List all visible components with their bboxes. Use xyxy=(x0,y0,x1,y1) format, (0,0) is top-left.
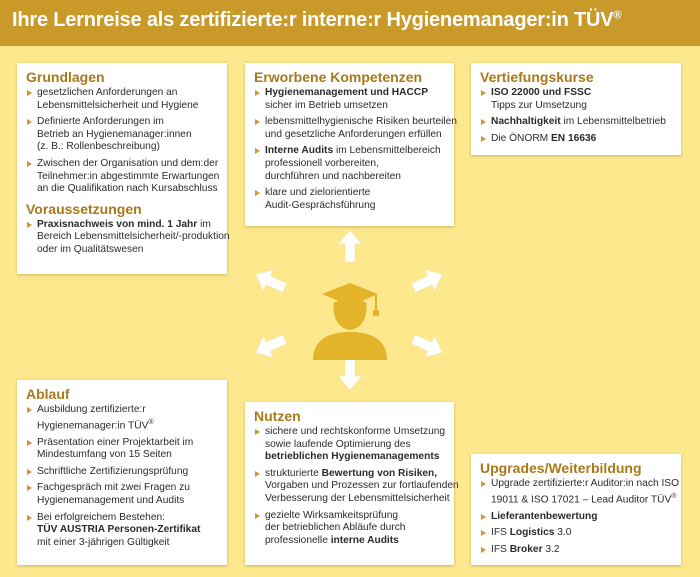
list-item xyxy=(26,482,219,507)
item-line xyxy=(37,524,219,537)
list-grundlagen xyxy=(26,87,219,196)
item-line xyxy=(491,511,673,524)
page-title: Ihre Lernreise als zertifizierte:r interne:r Hygienemanager:in TÜV® xyxy=(12,9,622,31)
bold-text: Interne Audits xyxy=(265,145,334,157)
item-text: 3.2 xyxy=(542,543,560,555)
item-line xyxy=(265,426,446,439)
item-text: sichere und rechtskonforme Umsetzung xyxy=(265,426,446,437)
item-text: Definierte Anforderungen im xyxy=(37,116,164,128)
list-item xyxy=(254,116,457,141)
arrow-icon xyxy=(251,328,290,363)
item-line xyxy=(37,495,219,508)
item-line xyxy=(37,141,219,154)
bold-text: interne Audits xyxy=(330,534,399,546)
list-ablauf xyxy=(26,404,219,549)
item-line xyxy=(37,158,219,171)
bold-text: Nachhaltigkeit xyxy=(491,116,561,128)
list-item xyxy=(26,87,219,112)
item-line xyxy=(491,491,677,507)
list-item xyxy=(254,87,446,112)
item-line xyxy=(37,466,219,479)
bold-text: Logistics xyxy=(509,527,555,539)
list-item xyxy=(26,466,219,479)
item-text: Lebensmittelsicherheit und Hygiene xyxy=(37,99,199,111)
box-ablauf xyxy=(17,380,227,565)
item-line xyxy=(265,200,446,213)
item-text: im xyxy=(197,218,211,230)
heading-vertiefung: Vertiefungskurse xyxy=(480,69,594,85)
item-text: Hygienemanager:in TÜV xyxy=(37,419,149,431)
item-text: Teilnehmer:in abgestimmte Erwartungen xyxy=(37,170,220,182)
registered-mark: ® xyxy=(613,9,622,22)
item-text: IFS xyxy=(491,543,510,555)
item-text: 3.0 xyxy=(554,527,572,539)
item-line xyxy=(491,544,673,557)
item-line xyxy=(37,244,219,257)
item-text: Tipps zur Umsetzung xyxy=(491,99,587,111)
item-line xyxy=(265,171,446,184)
list-item xyxy=(26,158,219,196)
list-item xyxy=(480,87,673,112)
header-bar xyxy=(0,0,700,46)
graduate-icon xyxy=(313,283,387,360)
item-line xyxy=(265,535,446,548)
item-line xyxy=(37,437,219,450)
item-line xyxy=(37,482,219,495)
item-line xyxy=(265,468,446,481)
list-item xyxy=(26,512,219,550)
registered-mark: ® xyxy=(148,418,154,426)
item-text: Bereich Lebensmittelsicherheit/-produktion xyxy=(37,231,230,243)
item-line xyxy=(265,187,446,200)
item-text: Schriftliche Zertifizierungsprüfung xyxy=(37,465,189,477)
item-text: Zwischen der Organisation und dem:der xyxy=(37,157,219,169)
bold-text: Broker xyxy=(509,543,543,555)
item-line xyxy=(37,512,219,525)
heading-upgrades: Upgrades/Weiterbildung xyxy=(480,460,642,476)
item-text: Mindestumfang von 15 Seiten xyxy=(37,449,172,461)
item-text: (z. B.: Rollenbeschreibung) xyxy=(37,141,160,153)
list-item xyxy=(254,510,446,548)
bold-text: TÜV AUSTRIA Personen-Zertifikat xyxy=(37,524,201,536)
list-item xyxy=(254,145,446,183)
item-text: sicher im Betrieb umsetzen xyxy=(265,99,388,111)
item-line xyxy=(37,404,219,417)
item-line xyxy=(491,87,673,100)
item-line xyxy=(37,449,219,462)
item-text: oder im Qualitätswesen xyxy=(37,243,144,255)
item-text: mit einer 3-jährigen Gültigkeit xyxy=(37,536,170,548)
item-text: gesetzlichen Anforderungen an xyxy=(37,87,178,98)
item-text: Präsentation einer Projektarbeit im xyxy=(37,436,194,448)
item-line xyxy=(37,219,219,232)
list-item xyxy=(480,527,673,540)
bold-text: EN 16636 xyxy=(551,132,597,144)
item-text: gezielte Wirksamkeitsprüfung xyxy=(265,509,399,521)
heading-voraussetzungen: Voraussetzungen xyxy=(26,200,142,217)
list-voraussetzungen xyxy=(26,218,230,257)
list-item xyxy=(26,218,230,257)
list-item xyxy=(254,467,459,506)
heading-kompetenzen: Erworbene Kompetenzen xyxy=(254,69,423,85)
box-nutzen xyxy=(245,402,459,565)
item-text: Vorgaben und Prozessen zur fortlaufenden xyxy=(265,480,459,492)
item-line xyxy=(37,171,219,184)
item-line xyxy=(491,100,673,113)
item-text: und gesetzliche Anforderungen erfüllen xyxy=(265,128,442,140)
bold-text: Lieferantenbewertung xyxy=(491,510,598,522)
item-text: professionelle xyxy=(265,534,331,546)
item-text: Betrieb an Hygienemanager:innen xyxy=(37,128,192,140)
item-line xyxy=(265,439,446,452)
arrow-icon xyxy=(338,358,362,390)
item-line xyxy=(265,480,459,493)
item-line xyxy=(265,158,446,171)
item-text: Verbesserung der Lebensmittelsicherheit xyxy=(265,492,450,504)
item-line xyxy=(265,145,446,158)
item-line xyxy=(37,183,219,196)
item-line xyxy=(37,417,219,433)
list-kompetenzen xyxy=(254,87,457,212)
list-item xyxy=(480,133,673,146)
item-text: sowie laufende Optimierung des xyxy=(265,438,411,450)
item-text: im Lebensmittelbetrieb xyxy=(560,116,666,128)
item-text: strukturierte xyxy=(265,467,322,479)
bold-text: Bewertung von Risiken, xyxy=(321,467,438,479)
item-line xyxy=(265,129,446,142)
item-line xyxy=(265,522,446,535)
list-item xyxy=(254,187,446,212)
item-line xyxy=(265,510,446,523)
item-text: IFS xyxy=(491,527,510,539)
bold-text: betrieblichen Hygienemanagements xyxy=(265,451,440,463)
heading-nutzen: Nutzen xyxy=(254,408,301,424)
item-text: lebensmittelhygienische Risiken beurteilen xyxy=(265,116,457,128)
item-line xyxy=(37,87,219,100)
item-text: professionell vorbereiten, xyxy=(265,157,379,169)
box-kompetenzen xyxy=(245,63,457,226)
item-line xyxy=(265,451,446,464)
item-line xyxy=(491,116,673,129)
list-item xyxy=(26,404,219,433)
item-line xyxy=(265,492,450,506)
item-text: 19011 & ISO 17021 – Lead Auditor TÜV xyxy=(491,493,672,505)
item-text: der betrieblichen Abläufe durch xyxy=(265,522,406,534)
list-item xyxy=(26,116,219,154)
list-item xyxy=(480,478,679,507)
list-item xyxy=(480,544,673,557)
box-grundlagen xyxy=(17,63,230,274)
item-text: Bei erfolgreichem Bestehen: xyxy=(37,511,165,523)
item-line xyxy=(37,537,219,550)
item-text: Audit-Gesprächsführung xyxy=(265,199,376,211)
box-upgrades xyxy=(471,454,681,565)
heading-ablauf: Ablauf xyxy=(26,386,70,402)
item-text: Die ÖNORM xyxy=(491,132,551,144)
item-text: durchführen und nachbereiten xyxy=(265,170,401,182)
item-text: Fachgespräch mit zwei Fragen zu xyxy=(37,482,190,494)
list-item xyxy=(480,116,673,129)
item-line xyxy=(37,116,219,129)
list-item xyxy=(480,511,673,524)
item-line xyxy=(265,116,457,129)
bold-text: Praxisnachweis von mind. 1 Jahr xyxy=(37,218,198,230)
item-text: im Lebensmittelbereich xyxy=(333,145,441,157)
item-text: Ausbildung zertifizierte:r xyxy=(37,404,146,415)
item-line xyxy=(265,87,446,100)
item-line xyxy=(491,478,679,491)
bold-text: Hygienemanagement und HACCP xyxy=(265,87,429,98)
heading-grundlagen: Grundlagen xyxy=(26,69,105,85)
list-upgrades xyxy=(480,478,679,556)
arrow-icon xyxy=(338,230,362,262)
box-vertiefung xyxy=(471,63,681,155)
item-line xyxy=(491,527,673,540)
list-nutzen xyxy=(254,426,459,547)
item-line xyxy=(37,100,219,113)
bold-text: ISO 22000 und FSSC xyxy=(491,87,592,98)
item-line xyxy=(37,129,219,142)
item-line xyxy=(265,100,446,113)
item-line xyxy=(37,231,230,244)
item-text: an die Qualifikation nach Kursabschluss xyxy=(37,183,218,195)
arrow-icon xyxy=(408,328,447,363)
list-vertiefung xyxy=(480,87,673,145)
item-text: klare und zielorientierte xyxy=(265,187,371,199)
arrow-icon xyxy=(408,264,447,299)
registered-mark: ® xyxy=(671,492,677,500)
item-line xyxy=(491,133,673,146)
item-text: Upgrade zertifizierte:r Auditor:in nach ISO xyxy=(491,478,679,489)
arrow-icon xyxy=(251,264,290,299)
item-text: Hygienemanagement und Audits xyxy=(37,494,185,506)
list-item xyxy=(26,437,219,462)
list-item xyxy=(254,426,446,464)
